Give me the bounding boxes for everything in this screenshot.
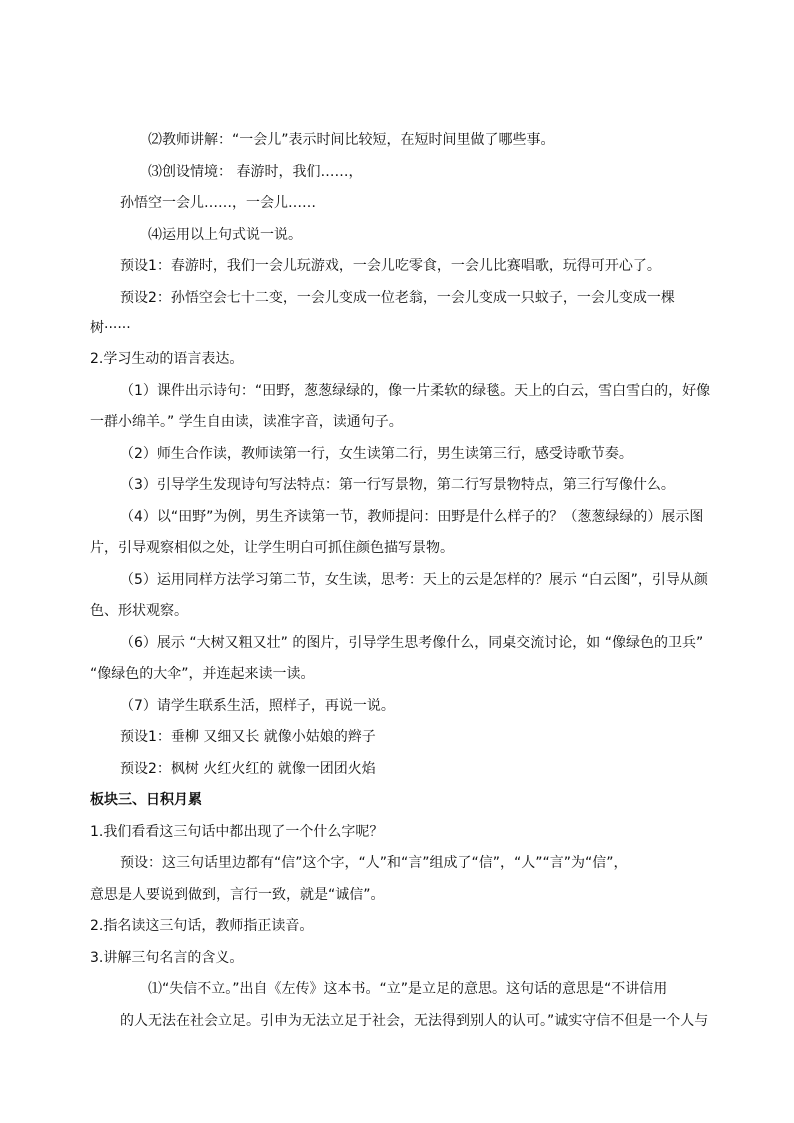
text-line-6: 预设2：孙悟空会七十二变，一会儿变成一位老翁，一会儿变成一只蚊子，一会儿变成一棵 [120,290,675,306]
text-line-4: ⑷运用以上句式说一说。 [148,227,302,243]
text-line-17: （6）展示 “大树又粗又壮” 的图片，引导学生思考像什么，同桌交流讨论，如 “像绿色的卫兵” [120,635,704,651]
text-line-18: “像绿色的大伞”，并连起来读一读。 [90,666,315,682]
text-line-21: 预设2：枫树 火红火红的 就像一团团火焰 [120,761,376,777]
text-line-12: （3）引导学生发现诗句写法特点：第一行写景物，第二行写景物特点，第三行写像什么。 [120,477,675,493]
text-line-7: 树······ [90,320,131,336]
text-line-26: 2.指名读这三句话，教师指正读音。 [90,918,314,934]
text-line-16: 色、形状观察。 [90,603,188,619]
text-line-5: 预设1：春游时，我们一会儿玩游戏，一会儿吃零食，一会儿比赛唱歌，玩得可开心了。 [120,258,661,274]
text-line-14: 片，引导观察相似之处，让学生明白可抓住颜色描写景物。 [90,540,454,556]
text-line-11: （2）师生合作读，教师读第一行，女生读第二行，男生读第三行，感受诗歌节奏。 [120,446,633,462]
text-line-27: 3.讲解三句名言的含义。 [90,950,244,966]
text-line-19: （7）请学生联系生活，照样子，再说一说。 [120,698,395,714]
text-line-8: 2.学习生动的语言表达。 [90,351,244,367]
section-heading: 板块三、日积月累 [90,792,202,808]
text-line-23: 1.我们看看这三句话中都出现了一个什么字呢？ [90,824,384,840]
text-line-1: ⑵教师讲解：“一会儿”表示时间比较短，在短时间里做了哪些事。 [148,132,555,148]
text-line-9: （1）课件出示诗句：“田野，葱葱绿绿的，像一片柔软的绿毯。天上的白云，雪白雪白的，好像 [120,383,711,399]
text-line-25: 意思是人要说到做到，言行一致，就是“诚信”。 [90,887,385,903]
text-line-24: 预设：这三句话里边都有“信”这个字，“人”和“言”组成了“信”，“人”“言”为“信”， [120,855,628,871]
text-line-29: 的人无法在社会立足。引申为无法立足于社会，无法得到别人的认可。”诚实守信不但是一个人与 [120,1013,709,1029]
text-line-3: 孙悟空一会儿……，一会儿…… [120,195,316,211]
text-line-10: 一群小绵羊。” 学生自由读，读准字音，读通句子。 [90,414,403,430]
text-line-13: （4）以“田野”为例，男生齐读第一节，教师提问：田野是什么样子的？（葱葱绿绿的）展示图 [120,509,704,525]
text-line-15: （5）运用同样方法学习第二节，女生读，思考：天上的云是怎样的？展示 “白云图”，引导从颜 [120,572,708,588]
text-line-28: ⑴“失信不立。”出自《左传》这本书。“立”是立足的意思。这句话的意思是“不讲信用 [148,981,668,997]
text-line-2: ⑶创设情境： 春游时，我们……， [148,164,363,180]
text-line-20: 预设1：垂柳 又细又长 就像小姑娘的辫子 [120,729,376,745]
